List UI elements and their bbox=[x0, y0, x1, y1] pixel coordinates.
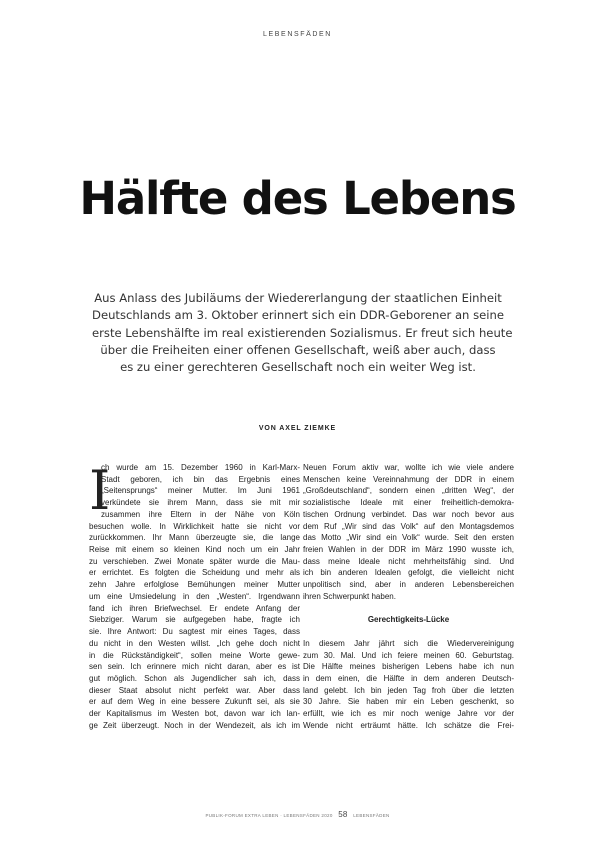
body-line: Reise mit einem so kleinen Kind noch um ein Jahr bbox=[89, 545, 300, 555]
body-line: der Kapitalismus im Westen bot, davon war ich lan- bbox=[89, 709, 300, 719]
body-line: in dem einen, die Hälfte in dem anderen Deutsch- bbox=[303, 673, 514, 683]
body-line: erfüllt, wie ich es mir noch wenige Jahre vor der bbox=[303, 709, 514, 719]
body-line: gut möglich. Schon als Jugendlicher sah ich, dass bbox=[89, 673, 300, 683]
body-line: um eine Umsiedelung in den „Westen“. Irgendwann bbox=[89, 591, 300, 601]
body-line: zum 30. Mal. Und ich feiere meinen 60. Geburtstag. bbox=[303, 650, 514, 660]
body-line: Die Hälfte meines bisherigen Lebens habe ich nun bbox=[303, 662, 514, 672]
body-line: ihren Schwerpunkt haben. bbox=[303, 591, 396, 601]
body-line: unpolitisch sind, aber in anderen Lebensbereichen bbox=[303, 580, 514, 590]
body-line: dass meine Ideale nicht mehrheitsfähig sind. Und bbox=[303, 556, 514, 566]
lead-line: es zu einer gerechteren Gesellschaft noch ein weiter Weg ist. bbox=[120, 360, 476, 375]
body-line: Stadt geboren, ich bin das Ergebnis eines bbox=[101, 474, 300, 484]
body-line: ch wurde am 15. Dezember 1960 in Karl-Marx- bbox=[101, 463, 300, 472]
body-line: sen sein. Ich erinnere mich nicht daran, aber es ist bbox=[89, 662, 300, 672]
body-line: In diesem Jahr jährt sich die Wiedervereinigung bbox=[303, 638, 514, 648]
page-footer bbox=[0, 810, 595, 819]
subheading: Gerechtigkeits-Lücke bbox=[367, 615, 450, 625]
article-column-right bbox=[303, 462, 514, 732]
body-line: er auf dem Weg in eine bessere Zukunft sei, als sie bbox=[89, 697, 300, 707]
body-line: ich bin anderen Idealen gefolgt, die vielleicht nicht bbox=[303, 568, 514, 578]
lead-line: erste Lebenshälfte im real existierenden Sozialismus. Er freut sich heute bbox=[92, 325, 513, 340]
body-line: verkündete sie ihrem Mann, dass sie mit mir bbox=[101, 498, 300, 508]
byline: VON AXEL ZIEMKE bbox=[258, 425, 337, 432]
section-label: LEBENSFÄDEN bbox=[263, 31, 332, 38]
dropcap-block bbox=[89, 459, 300, 522]
body-line: du nicht in den Westen willst. „Ich gehe doch nicht bbox=[89, 638, 300, 648]
body-line: zehn Jahre erfolglose Bemühungen meiner Mutter bbox=[89, 580, 300, 590]
body-line: Siebziger. Warum sie aufgegeben habe, fragte ich bbox=[89, 615, 300, 625]
body-line: Neuen Forum aktiv war, wollte ich wie viele andere bbox=[303, 463, 514, 472]
paragraph-gap bbox=[303, 626, 514, 638]
body-line: zurückkommen. Ihr Mann überzeugte sie, die lange bbox=[89, 533, 300, 543]
body-line: Wende nicht erträumt hätte. Ich schätze die Frei- bbox=[303, 720, 514, 730]
body-line: Menschen keine Vereinnahmung der DDR in einem bbox=[303, 474, 514, 484]
body-line: tischen Ordnung verbindet. Das war noch bevor aus bbox=[303, 509, 514, 519]
body-line: in die Rückständigkeit“, sollen meine Worte gewe- bbox=[89, 650, 300, 660]
body-line: fand ich ihren Briefwechsel. Er endete Anfang der bbox=[89, 603, 300, 613]
footer-publication: PUBLIK-FORUM EXTRA LEBEN · LEBENSFÄDEN 2020 bbox=[205, 813, 333, 818]
page-number: 58 bbox=[338, 810, 348, 819]
body-line: zu verschieben. Zwei Monate später wurde die Mau- bbox=[89, 556, 300, 566]
body-line: freien Wahlen in der DDR im März 1990 wusste ich, bbox=[303, 545, 514, 555]
body-line: besuchen wolle. In Wirklichkeit hatte sie nicht vor bbox=[89, 521, 300, 531]
body-line: sozialistische Ideale mit einer freiheitlich-demokra- bbox=[303, 498, 514, 508]
dropcap: I bbox=[89, 459, 111, 522]
body-line: land gelebt. Ich bin jeden Tag froh über die letzten bbox=[303, 685, 514, 695]
article-lead bbox=[92, 290, 513, 376]
body-line: „Großdeutschland“, sondern einen „dritten Weg“, der bbox=[303, 486, 514, 496]
paragraph-gap bbox=[303, 603, 514, 615]
body-line: 30 Jahre. Sie haben mir ein Leben geschenkt, so bbox=[303, 697, 514, 707]
body-line: ge Zeit überzeugt. Noch in der Wendezeit, als ich im bbox=[89, 720, 300, 730]
body-line: dieser Staat absolut nicht perfekt war. Aber dass bbox=[89, 685, 300, 695]
lead-line: Aus Anlass des Jubiläums der Wiedererlangung der staatlichen Einheit bbox=[94, 291, 502, 305]
body-line: das Motto „Wir sind ein Volk“ wurde. Seit den ersten bbox=[303, 533, 514, 543]
article-title: Hälfte des Lebens bbox=[79, 172, 516, 225]
lead-line: über die Freiheiten einer offenen Gesellschaft, weiß aber auch, dass bbox=[100, 342, 496, 357]
body-line: er errichtet. Es folgten die Scheidung und mehr als bbox=[89, 568, 300, 578]
body-line: zusammen ihre Eltern in der Nähe von Köln bbox=[101, 509, 300, 519]
body-line: „Seitensprungs“ meiner Mutter. Im Juni 1961 bbox=[101, 486, 300, 496]
lead-line: Deutschlands am 3. Oktober erinnert sich ein DDR-Geborener an seine bbox=[92, 308, 504, 323]
article-column-left bbox=[89, 459, 300, 732]
body-line: sie. Ihre Antwort: Du sagtest mir eines Tages, dass bbox=[89, 627, 300, 637]
body-line: dem Ruf „Wir sind das Volk“ auf den Montagsdemos bbox=[303, 521, 514, 531]
footer-section: LEBENSFÄDEN bbox=[353, 813, 390, 818]
